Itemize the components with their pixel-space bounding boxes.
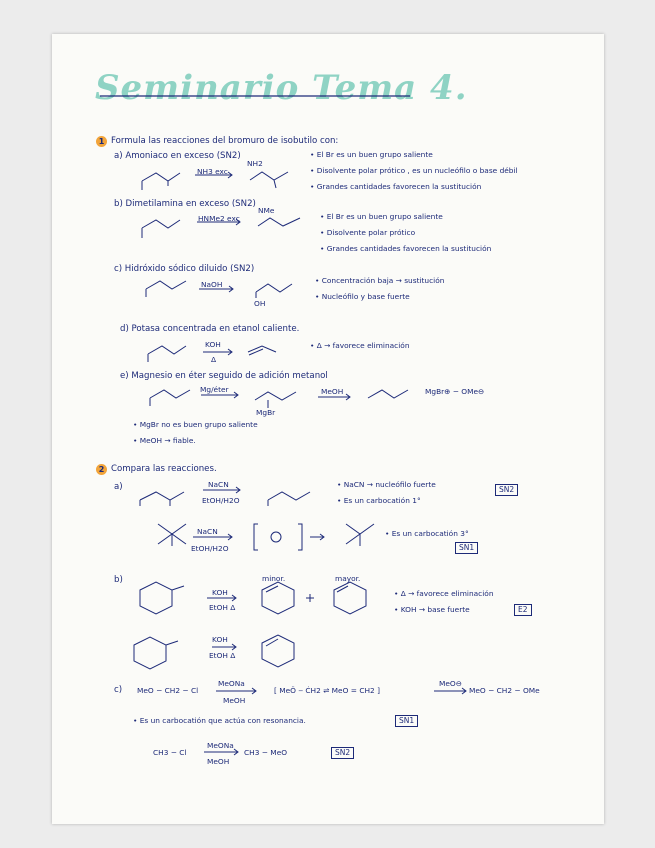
q1d-note-1: • Δ → favorece eliminación [310, 341, 410, 350]
q2-heading: Compara las reacciones. [111, 464, 217, 474]
q2c-eq2-left: CH3 − Cl [153, 748, 187, 757]
molecule-icon [140, 492, 184, 506]
q1a-reagent: NH3 exc [197, 167, 228, 176]
reaction-arrow-icon [434, 688, 466, 694]
q2a-note-3: • Es un carbocatión 3° [385, 529, 469, 538]
q1a-label: a) Amoniaco en exceso (SN2) [114, 151, 241, 161]
q1e-note-2: • MeOH → fiable. [133, 436, 196, 445]
question-number-1: 1 [96, 136, 107, 147]
q2c-reagent-top: MeONa [218, 679, 245, 688]
q2c-eq2-reagent-top: MeONa [207, 741, 234, 750]
question-number-2: 2 [96, 464, 107, 475]
q2a-mechanism-box-1: SN2 [495, 484, 518, 496]
q1d-condition: Δ [211, 355, 217, 364]
q1c-product: OH [254, 299, 266, 308]
molecule-icon [255, 392, 296, 408]
cyclohexene-icon [262, 635, 294, 667]
q2b-solvent-1: EtOH Δ [209, 603, 236, 612]
molecule-icon [256, 284, 292, 298]
q2b-label: b) [114, 575, 123, 585]
molecule-icon [158, 524, 186, 546]
q2b-note-2: • KOH → base fuerte [394, 605, 470, 614]
cyclohexene-icon [262, 582, 294, 614]
q1d-label: d) Potasa concentrada en etanol caliente. [120, 324, 300, 334]
reaction-arrow-icon [203, 349, 232, 355]
reaction-arrow-icon [212, 644, 236, 650]
q1b-reagent: HNMe2 exc [198, 214, 240, 223]
molecule-icon [250, 172, 288, 188]
q2c-label: c) [114, 685, 123, 695]
q1e-note-1: • MgBr no es buen grupo saliente [133, 420, 258, 429]
q2a-solvent-2: EtOH/H2O [191, 544, 229, 553]
q1c-note-2: • Nucleófilo y base fuerte [315, 292, 410, 301]
q1a-note-2: • Disolvente polar prótico , es un nucleófilo o base débil [310, 166, 518, 175]
page-title: Seminario Tema 4. [95, 68, 468, 108]
molecule-icon [148, 346, 186, 362]
q1a-note-1: • El Br es un buen grupo saliente [310, 150, 433, 159]
reaction-arrow-icon [203, 487, 240, 493]
molecule-icon [268, 492, 310, 506]
q2c-resonance: [ MeÖ ‒ ĊH2 ⇌ MeO = CH2 ] [274, 686, 380, 695]
q2c-reagent-bottom: MeOH [223, 696, 246, 705]
q2a-reagent-2: NaCN [197, 527, 218, 536]
q2c-note: • Es un carbocatión que actúa con resonancia. [133, 716, 306, 725]
q2c-eq2-reagent-bottom: MeOH [207, 757, 230, 766]
reaction-arrow-icon [201, 392, 238, 398]
q2c-final-reagent: MeO⊖ [439, 679, 462, 688]
plus-icon [306, 594, 314, 602]
q2a-mechanism-box-2: SN1 [455, 542, 478, 554]
reaction-arrow-icon [197, 219, 240, 225]
q1b-product: NMe [258, 206, 275, 215]
q2a-label: a) [114, 482, 123, 492]
reaction-arrow-icon [310, 534, 324, 540]
reaction-arrow-icon [207, 595, 236, 601]
reaction-arrow-icon [216, 688, 256, 694]
q2a-reagent-1: NaCN [208, 480, 229, 489]
q1a-product: NH2 [247, 159, 263, 168]
reaction-arrow-icon [193, 534, 232, 540]
q2c-final-product: MeO − CH2 − OMe [469, 686, 540, 695]
q2b-mechanism-box: E2 [514, 604, 532, 616]
cyclohexene-icon [334, 582, 366, 614]
molecule-icon [346, 524, 374, 546]
reaction-arrow-icon [195, 172, 232, 178]
q2c-reactant: MeO − CH2 − Cl [137, 686, 199, 695]
molecule-icon [150, 390, 190, 406]
q1b-label: b) Dimetilamina en exceso (SN2) [114, 199, 256, 209]
q2b-major: mayor. [335, 574, 361, 583]
cyclohexane-icon [134, 637, 178, 669]
q1c-note-1: • Concentración baja → sustitución [315, 276, 445, 285]
q2a-solvent-1: EtOH/H2O [202, 496, 240, 505]
carbocation-icon [271, 532, 281, 542]
molecule-icon [368, 390, 408, 398]
q1e-label: e) Magnesio en éter seguido de adición metanol [120, 371, 328, 381]
q1e-reagent-1: Mg/éter [200, 385, 229, 394]
q1-heading: Formula las reacciones del bromuro de isobutilo con: [111, 136, 339, 146]
q2b-minor: minor. [262, 574, 286, 583]
reaction-arrow-icon [318, 394, 350, 400]
q1b-note-1: • El Br es un buen grupo saliente [320, 212, 443, 221]
q2a-note-2: • Es un carbocatión 1° [337, 496, 421, 505]
molecule-icon [142, 173, 180, 190]
molecule-icon [248, 346, 276, 355]
q1b-note-2: • Disolvente polar prótico [320, 228, 416, 237]
molecule-icon [142, 220, 180, 238]
q2a-note-1: • NaCN → nucleófilo fuerte [337, 480, 436, 489]
q1e-reagent-2: MeOH [321, 387, 344, 396]
q1c-reagent: NaOH [201, 280, 223, 289]
q2b-note-1: • Δ → favorece eliminación [394, 589, 494, 598]
bracket-icon [254, 524, 302, 550]
q2c-mechanism-box-2: SN2 [331, 747, 354, 759]
q1e-intermediate: MgBr [256, 408, 276, 417]
q2b-reagent-1: KOH [212, 588, 228, 597]
reaction-arrow-icon [204, 749, 238, 755]
molecule-icon [258, 218, 300, 226]
q1a-note-3: • Grandes cantidades favorecen la sustitución [310, 182, 482, 191]
q1c-label: c) Hidróxido sódico diluido (SN2) [114, 264, 255, 274]
q1b-note-3: • Grandes cantidades favorecen la sustitución [320, 244, 492, 253]
reaction-arrow-icon [199, 286, 233, 292]
molecule-icon [146, 281, 186, 297]
q1d-reagent: KOH [205, 340, 221, 349]
q1e-byproduct: MgBr⊕ − OMe⊖ [425, 387, 485, 396]
q2b-reagent-2: KOH [212, 635, 228, 644]
q2c-mechanism-box-1: SN1 [395, 715, 418, 727]
q2c-eq2-right: CH3 − MeO [244, 748, 288, 757]
q2b-solvent-2: EtOH Δ [209, 651, 236, 660]
cyclohexane-icon [140, 582, 184, 614]
